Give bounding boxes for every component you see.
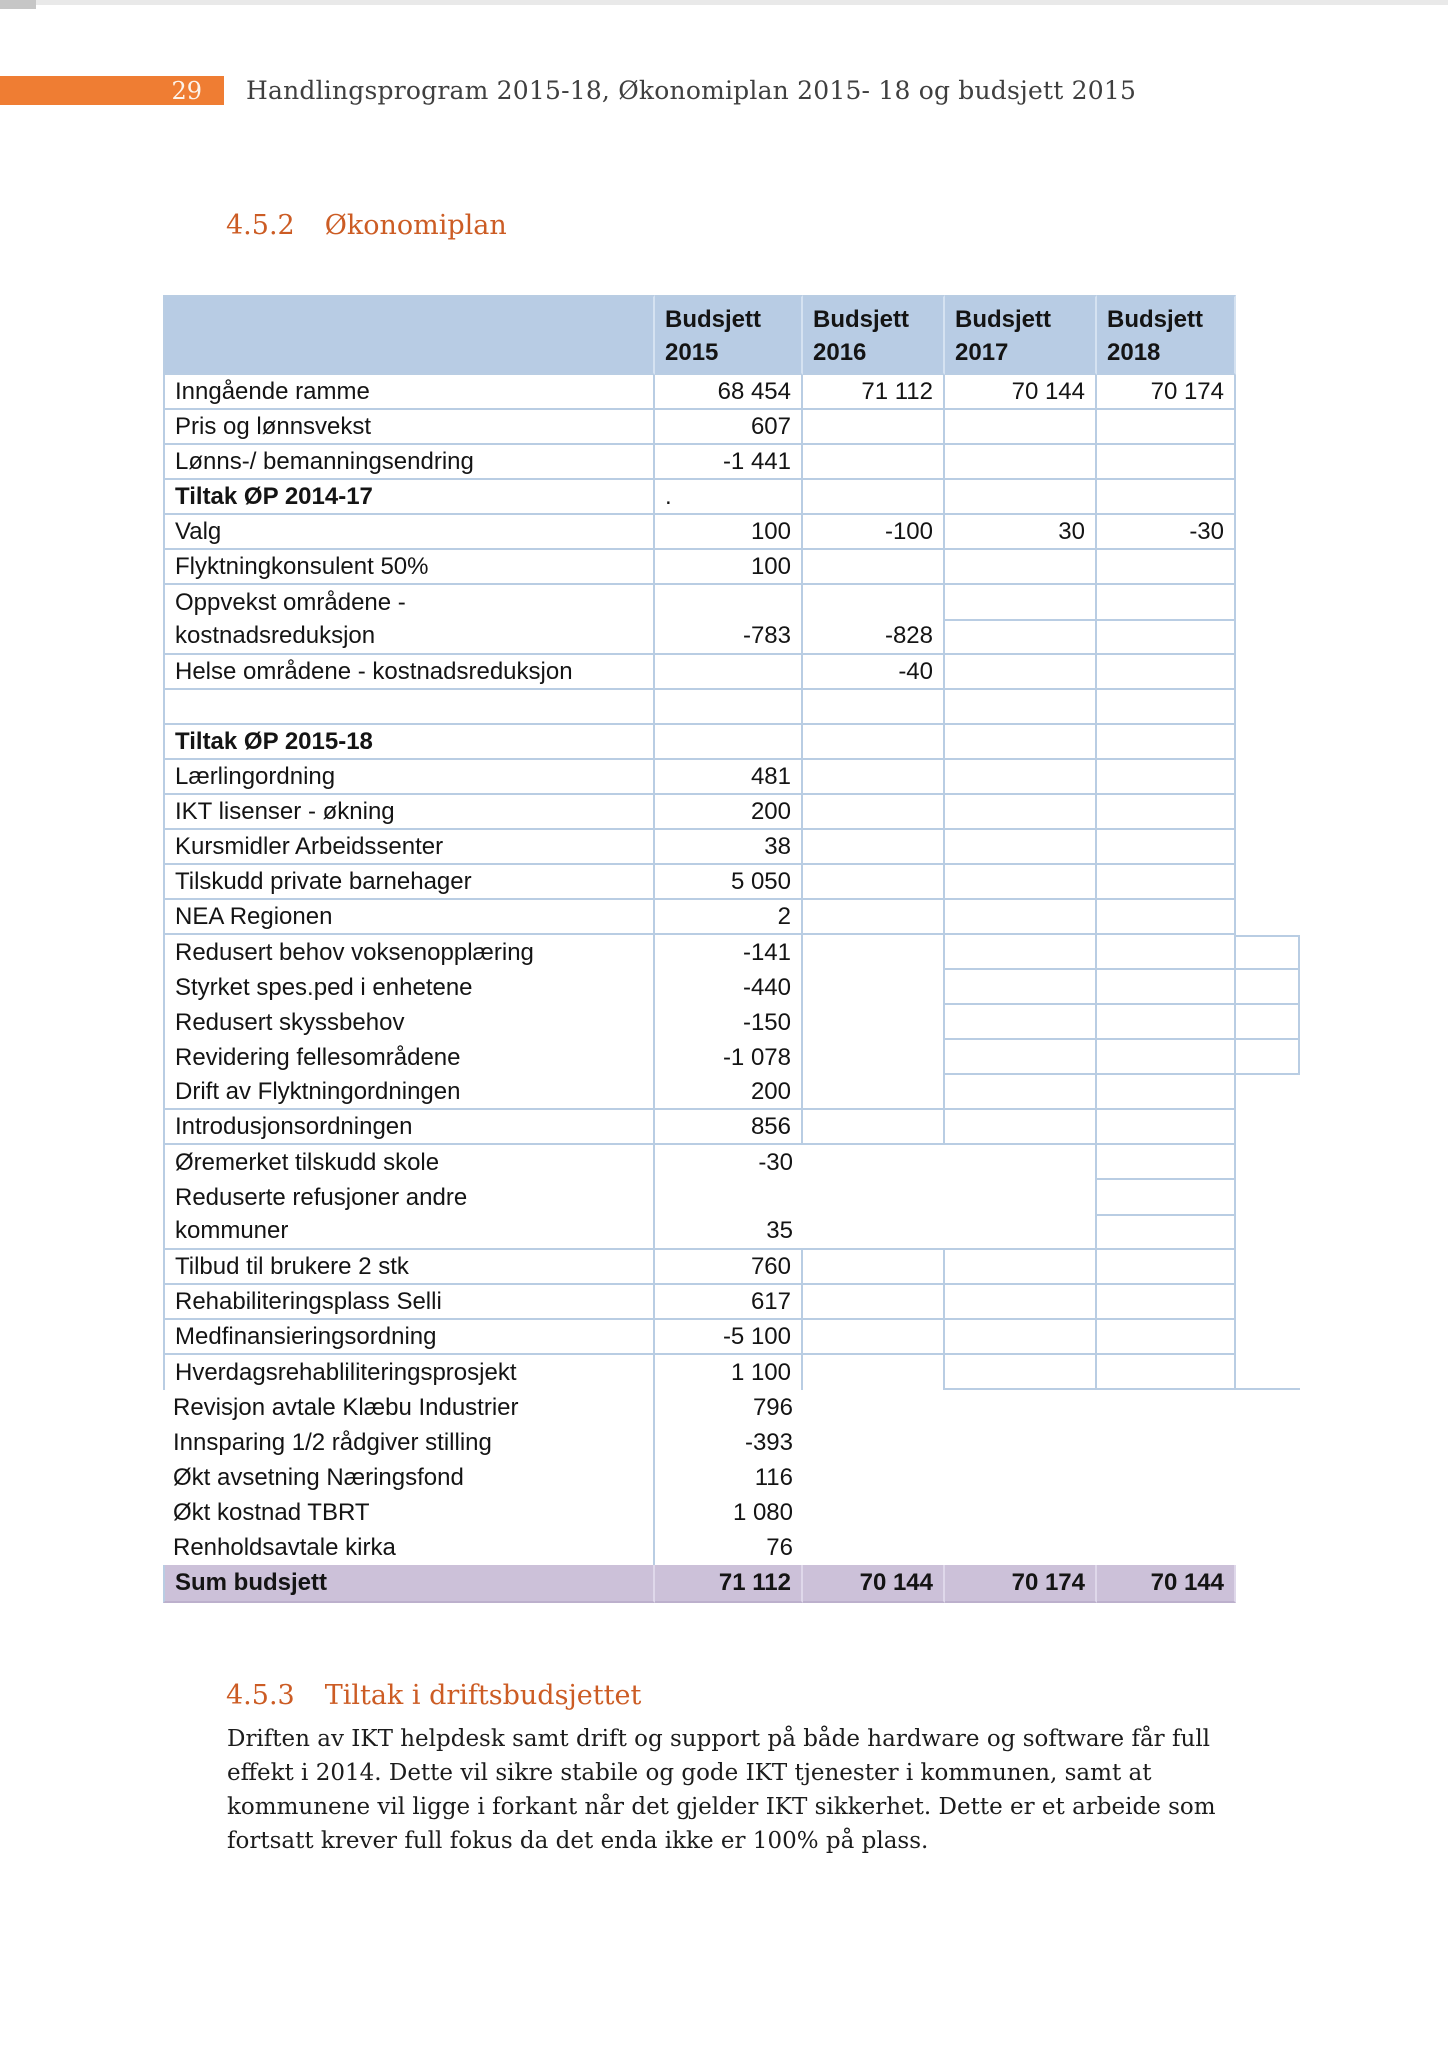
table-row — [163, 1530, 1300, 1565]
value-cell-2016 — [803, 1005, 945, 1040]
value-cell-2016 — [803, 1145, 945, 1180]
value-cell-2017 — [945, 1355, 1097, 1390]
value-cell-2015: 760 — [655, 1250, 803, 1285]
row-label-cell: Reduserte refusjoner andre kommuner — [163, 1180, 655, 1250]
overflow-sliver-cell — [1236, 935, 1300, 970]
table-row — [163, 1285, 1300, 1320]
value-cell-2015: 5 050 — [655, 865, 803, 900]
table-row — [163, 1425, 1300, 1460]
value-cell-2015: 116 — [754, 1463, 793, 1491]
value-cell-2015: -5 100 — [655, 1320, 803, 1355]
value-cell-2017 — [945, 795, 1097, 830]
value-cell-2018 — [1097, 410, 1236, 445]
row-label-cell: Pris og lønnsvekst — [163, 410, 655, 445]
overflow-sliver-cell — [1236, 375, 1300, 410]
value-cell-2016 — [803, 1460, 945, 1495]
table-row — [163, 1145, 1300, 1180]
value-cell-2018 — [1097, 725, 1236, 760]
overflow-sliver-cell — [1236, 1145, 1300, 1180]
section-number: 4.5.3 — [226, 1680, 295, 1711]
body-paragraph — [227, 1722, 1216, 1858]
table-row — [163, 1460, 1300, 1495]
value-cell-2017 — [945, 1425, 1097, 1460]
table-row — [163, 725, 1300, 760]
value-cell-2016 — [803, 970, 945, 1005]
page-top-edge — [0, 0, 1448, 5]
overflow-sliver-cell — [1236, 445, 1300, 480]
table-row — [163, 830, 1300, 865]
overflow-sliver-cell — [1236, 690, 1300, 725]
value-cell-2015: 38 — [655, 830, 803, 865]
table-row — [163, 795, 1300, 830]
section-number: 4.5.2 — [226, 210, 295, 241]
value-cell-2016: -100 — [803, 515, 945, 550]
value-cell-2018 — [1097, 830, 1236, 865]
overflow-sliver-cell — [1236, 655, 1300, 690]
row-label-cell: Innsparing 1/2 rådgiver stilling — [163, 1425, 655, 1460]
value-cell-2017 — [945, 760, 1097, 795]
table-row — [163, 1390, 1300, 1425]
row-label-cell: Lærlingordning — [163, 760, 655, 795]
value-cell-2016 — [803, 1250, 945, 1285]
overflow-sliver-cell — [1236, 480, 1300, 515]
value-cell-2015: 607 — [655, 410, 803, 445]
value-cell-2016 — [803, 1110, 945, 1145]
value-cell-2018 — [1097, 1390, 1236, 1425]
value-cell-2018 — [1097, 1005, 1236, 1040]
value-cell-2018 — [1097, 1110, 1236, 1145]
value-cell-2015: 71 112 — [655, 1565, 803, 1603]
table-row — [163, 655, 1300, 690]
value-cell-2018 — [1097, 1495, 1236, 1530]
overflow-sliver-cell — [1236, 1460, 1300, 1495]
row-label-cell: IKT lisenser - økning — [163, 795, 655, 830]
paragraph-line: kommunene vil ligge i forkant når det gjelder IKT sikkerhet. Dette er et arbeide som — [227, 1794, 1216, 1820]
row-label-cell: Hverdagsrehabliliteringsprosjekt — [163, 1355, 655, 1390]
value-cell-2016 — [803, 900, 945, 935]
value-cell-2016 — [803, 795, 945, 830]
value-cell-2017: 30 — [945, 515, 1097, 550]
value-cell-2015: 1 080 — [732, 1498, 793, 1526]
value-cell-2016 — [803, 480, 945, 515]
value-cell-2015: 100 — [655, 515, 803, 550]
table-header-row — [163, 295, 1300, 375]
overflow-sliver-cell — [1236, 1530, 1300, 1565]
overflow-sliver-cell — [1236, 830, 1300, 865]
row-label-cell: Drift av Flyktningordningen — [163, 1075, 655, 1110]
value-cell-2017 — [945, 1145, 1097, 1180]
value-cell-2016 — [803, 410, 945, 445]
value-cell-2017 — [945, 1460, 1097, 1495]
table-row — [163, 1040, 1300, 1075]
value-cell-2015: 796 — [752, 1393, 793, 1421]
row-label-cell: Introdusjonsordningen — [163, 1110, 655, 1145]
value-cell-2018 — [1097, 655, 1236, 690]
value-cell-2016 — [803, 1180, 945, 1250]
value-cell-2016 — [803, 725, 945, 760]
value-cell-2017 — [945, 445, 1097, 480]
table-row — [163, 760, 1300, 795]
row-label-cell: Inngående ramme — [163, 375, 655, 410]
row-label-cell: Tiltak ØP 2014-17 — [163, 480, 655, 515]
overflow-sliver-cell — [1236, 1425, 1300, 1460]
value-cell-2018 — [1097, 690, 1236, 725]
overflow-sliver-cell — [1236, 515, 1300, 550]
table-row — [163, 515, 1300, 550]
row-label-cell: Økt kostnad TBRT — [163, 1495, 655, 1530]
value-cell-2018 — [1097, 585, 1236, 655]
value-cell-2015: -440 — [655, 970, 803, 1005]
value-cell-2015: -30 — [758, 1148, 793, 1176]
row-label-cell: Revisjon avtale Klæbu Industrier — [163, 1390, 655, 1425]
value-cell-2018: 70 174 — [1097, 375, 1236, 410]
overflow-sliver-cell — [1236, 1110, 1300, 1145]
paragraph-line: fortsatt krever full fokus da det enda ikke er 100% på plass. — [227, 1828, 929, 1854]
overflow-sliver-cell — [1236, 1075, 1300, 1110]
row-label-cell: Lønns-/ bemanningsendring — [163, 445, 655, 480]
value-cell-2016 — [803, 1495, 945, 1530]
section-heading-453 — [226, 1680, 641, 1711]
value-cell-2017 — [945, 900, 1097, 935]
value-cell-2018 — [1097, 935, 1236, 970]
header-cell-budsjett-2018: Budsjett 2018 — [1097, 295, 1236, 375]
table-row — [163, 1355, 1300, 1390]
row-label-cell: Medfinansieringsordning — [163, 1320, 655, 1355]
table-row — [163, 1075, 1300, 1110]
section-title: Økonomiplan — [324, 210, 507, 241]
table-row — [163, 865, 1300, 900]
value-cell-2018 — [1097, 550, 1236, 585]
value-cell-2017 — [945, 865, 1097, 900]
value-cell-2015 — [655, 655, 803, 690]
value-cell-2015: 200 — [655, 1075, 803, 1110]
row-label-cell: Redusert skyssbehov — [163, 1005, 655, 1040]
value-cell-2017 — [945, 1180, 1097, 1250]
overflow-sliver-cell — [1236, 1355, 1300, 1390]
value-cell-2017 — [945, 1110, 1097, 1145]
overflow-sliver-cell — [1236, 1495, 1300, 1530]
row-label-cell: Tilskudd private barnehager — [163, 865, 655, 900]
table-row — [163, 410, 1300, 445]
value-cell-2016: 70 144 — [803, 1565, 945, 1603]
value-cell-2017 — [945, 1320, 1097, 1355]
value-cell-2018 — [1097, 1145, 1236, 1180]
value-cell-2015: -141 — [655, 935, 803, 970]
value-cell-2017 — [945, 1040, 1097, 1075]
value-cell-2017 — [945, 410, 1097, 445]
value-cell-2016 — [803, 760, 945, 795]
value-cell-2015: 100 — [655, 550, 803, 585]
header-cell-budsjett-2017: Budsjett 2017 — [945, 295, 1097, 375]
value-cell-2016 — [803, 1040, 945, 1075]
value-cell-2017 — [945, 1530, 1097, 1565]
value-cell-2018 — [1097, 1075, 1236, 1110]
value-cell-2016 — [803, 935, 945, 970]
value-cell-2018 — [1097, 970, 1236, 1005]
table-row — [163, 1180, 1300, 1250]
value-cell-2018 — [1097, 1040, 1236, 1075]
value-cell-2015 — [655, 725, 803, 760]
value-cell-2015: 200 — [655, 795, 803, 830]
value-cell-2017: 70 174 — [945, 1565, 1097, 1603]
overflow-sliver-cell — [1236, 1565, 1300, 1603]
value-cell-2016 — [803, 445, 945, 480]
overflow-sliver-cell — [1236, 795, 1300, 830]
value-cell-2017 — [945, 1005, 1097, 1040]
table-row — [163, 550, 1300, 585]
overflow-sliver-cell — [1236, 585, 1300, 655]
paragraph-line: effekt i 2014. Dette vil sikre stabile og gode IKT tjenester i kommunen, samt at — [227, 1760, 1152, 1786]
table-row — [163, 1495, 1300, 1530]
overflow-sliver-cell — [1236, 1005, 1300, 1040]
value-cell-2018 — [1097, 900, 1236, 935]
value-cell-2016: -828 — [803, 585, 945, 655]
row-label-cell: Kursmidler Arbeidssenter — [163, 830, 655, 865]
header-cell-budsjett-2016: Budsjett 2016 — [803, 295, 945, 375]
table-row — [163, 480, 1300, 515]
table-row — [163, 935, 1300, 970]
value-cell-2016 — [803, 1530, 945, 1565]
value-cell-2015: -1 441 — [655, 445, 803, 480]
value-cell-2015: 35 — [655, 1180, 803, 1250]
page-number-bar — [0, 76, 224, 105]
value-cell-2016 — [803, 830, 945, 865]
row-label-cell: NEA Regionen — [163, 900, 655, 935]
value-cell-2017 — [945, 1285, 1097, 1320]
overflow-sliver-cell — [1236, 1040, 1300, 1075]
table-row — [163, 970, 1300, 1005]
value-cell-2017 — [945, 725, 1097, 760]
table-row — [163, 585, 1300, 655]
value-cell-2016 — [803, 865, 945, 900]
row-label-cell: Styrket spes.ped i enhetene — [163, 970, 655, 1005]
table-sum-row — [163, 1565, 1300, 1603]
value-cell-2017 — [945, 970, 1097, 1005]
overflow-sliver-cell — [1236, 1285, 1300, 1320]
row-label-cell: Rehabiliteringsplass Selli — [163, 1285, 655, 1320]
row-label-cell: Oppvekst områdene - kostnadsreduksjon — [163, 585, 655, 655]
value-cell-2016 — [803, 1390, 945, 1425]
value-cell-2015: -1 078 — [655, 1040, 803, 1075]
row-label-cell: Valg — [163, 515, 655, 550]
table-row — [163, 375, 1300, 410]
row-label-cell: Sum budsjett — [163, 1565, 655, 1603]
overflow-sliver-cell — [1236, 970, 1300, 1005]
value-cell-2015: 2 — [655, 900, 803, 935]
header-sliver-cell — [1236, 295, 1300, 375]
value-cell-2016 — [803, 1285, 945, 1320]
header-cell-budsjett-2015: Budsjett 2015 — [655, 295, 803, 375]
table-row — [163, 1005, 1300, 1040]
value-cell-2016 — [803, 1320, 945, 1355]
value-cell-2016 — [803, 550, 945, 585]
value-cell-2017 — [945, 1390, 1097, 1425]
value-cell-2016 — [803, 1425, 945, 1460]
page-corner-mark — [0, 0, 36, 9]
value-cell-2015: -393 — [744, 1428, 793, 1456]
overflow-sliver-cell — [1236, 1180, 1300, 1250]
value-cell-2016 — [803, 690, 945, 725]
value-cell-2015: -150 — [655, 1005, 803, 1040]
budget-table — [163, 295, 1300, 1603]
overflow-sliver-cell — [1236, 1250, 1300, 1285]
value-cell-2018 — [1097, 1320, 1236, 1355]
row-label-cell — [163, 690, 655, 725]
value-cell-2018: -30 — [1097, 515, 1236, 550]
value-cell-2017 — [945, 585, 1097, 655]
value-cell-2015: . — [655, 480, 803, 515]
overflow-sliver-cell — [1236, 760, 1300, 795]
value-cell-2018 — [1097, 1425, 1236, 1460]
table-row — [163, 1320, 1300, 1355]
value-cell-2018 — [1097, 865, 1236, 900]
value-cell-2018 — [1097, 760, 1236, 795]
value-cell-2016 — [803, 1355, 945, 1390]
value-cell-2018 — [1097, 480, 1236, 515]
value-cell-2017 — [945, 480, 1097, 515]
value-cell-2017 — [945, 1075, 1097, 1110]
value-cell-2015: 481 — [655, 760, 803, 795]
overflow-sliver-cell — [1236, 410, 1300, 445]
row-label-cell: Flyktningkonsulent 50% — [163, 550, 655, 585]
row-label-cell: Revidering fellesområdene — [163, 1040, 655, 1075]
running-header-title: Handlingsprogram 2015-18, Økonomiplan 2015- 18 og budsjett 2015 — [246, 75, 1137, 105]
overflow-sliver-cell — [1236, 865, 1300, 900]
table-row — [163, 1110, 1300, 1145]
row-label-cell: Tiltak ØP 2015-18 — [163, 725, 655, 760]
row-label-cell: Øremerket tilskudd skole — [163, 1145, 655, 1180]
value-cell-2017 — [945, 830, 1097, 865]
value-cell-2015 — [655, 690, 803, 725]
value-cell-2015: 68 454 — [655, 375, 803, 410]
overflow-sliver-cell — [1236, 1320, 1300, 1355]
cell-split-line — [1097, 619, 1234, 621]
value-cell-2015: 76 — [766, 1533, 793, 1561]
paragraph-line: Driften av IKT helpdesk samt drift og support på både hardware og software får full — [227, 1726, 1211, 1752]
cell-split-line — [1097, 1214, 1234, 1216]
row-label-cell: Tilbud til brukere 2 stk — [163, 1250, 655, 1285]
section-title: Tiltak i driftsbudsjettet — [324, 1680, 642, 1711]
value-cell-2017 — [945, 550, 1097, 585]
header-empty-cell — [163, 295, 655, 375]
overflow-sliver-cell — [1236, 725, 1300, 760]
overflow-sliver-cell — [1236, 900, 1300, 935]
value-cell-2015: 856 — [655, 1110, 803, 1145]
row-label-cell: Økt avsetning Næringsfond — [163, 1460, 655, 1495]
row-label-cell: Redusert behov voksenopplæring — [163, 935, 655, 970]
overflow-sliver-cell — [1236, 1390, 1300, 1425]
value-cell-2017 — [945, 935, 1097, 970]
section-heading-452 — [226, 210, 507, 241]
value-cell-2015: -783 — [655, 585, 803, 655]
value-cell-2017 — [945, 1250, 1097, 1285]
value-cell-2017 — [945, 690, 1097, 725]
table-row — [163, 690, 1300, 725]
page-number: 29 — [171, 76, 202, 105]
value-cell-2018 — [1097, 1460, 1236, 1495]
row-label-cell: Helse områdene - kostnadsreduksjon — [163, 655, 655, 690]
value-cell-2018 — [1097, 1250, 1236, 1285]
value-cell-2016: 71 112 — [803, 375, 945, 410]
value-cell-2015: 617 — [655, 1285, 803, 1320]
value-cell-2018 — [1097, 1355, 1236, 1390]
value-cell-2018 — [1097, 1285, 1236, 1320]
value-cell-2018 — [1097, 445, 1236, 480]
table-row — [163, 900, 1300, 935]
overflow-sliver-cell — [1236, 550, 1300, 585]
cell-split-line — [945, 619, 1095, 621]
table-row — [163, 445, 1300, 480]
value-cell-2017 — [945, 1495, 1097, 1530]
value-cell-2018 — [1097, 795, 1236, 830]
value-cell-2018 — [1097, 1180, 1236, 1250]
row-label-cell: Renholdsavtale kirka — [163, 1530, 655, 1565]
value-cell-2017: 70 144 — [945, 375, 1097, 410]
value-cell-2015: 1 100 — [655, 1355, 803, 1390]
value-cell-2018 — [1097, 1530, 1236, 1565]
value-cell-2016 — [803, 1075, 945, 1110]
value-cell-2018: 70 144 — [1097, 1565, 1236, 1603]
value-cell-2016: -40 — [803, 655, 945, 690]
value-cell-2017 — [945, 655, 1097, 690]
table-row — [163, 1250, 1300, 1285]
